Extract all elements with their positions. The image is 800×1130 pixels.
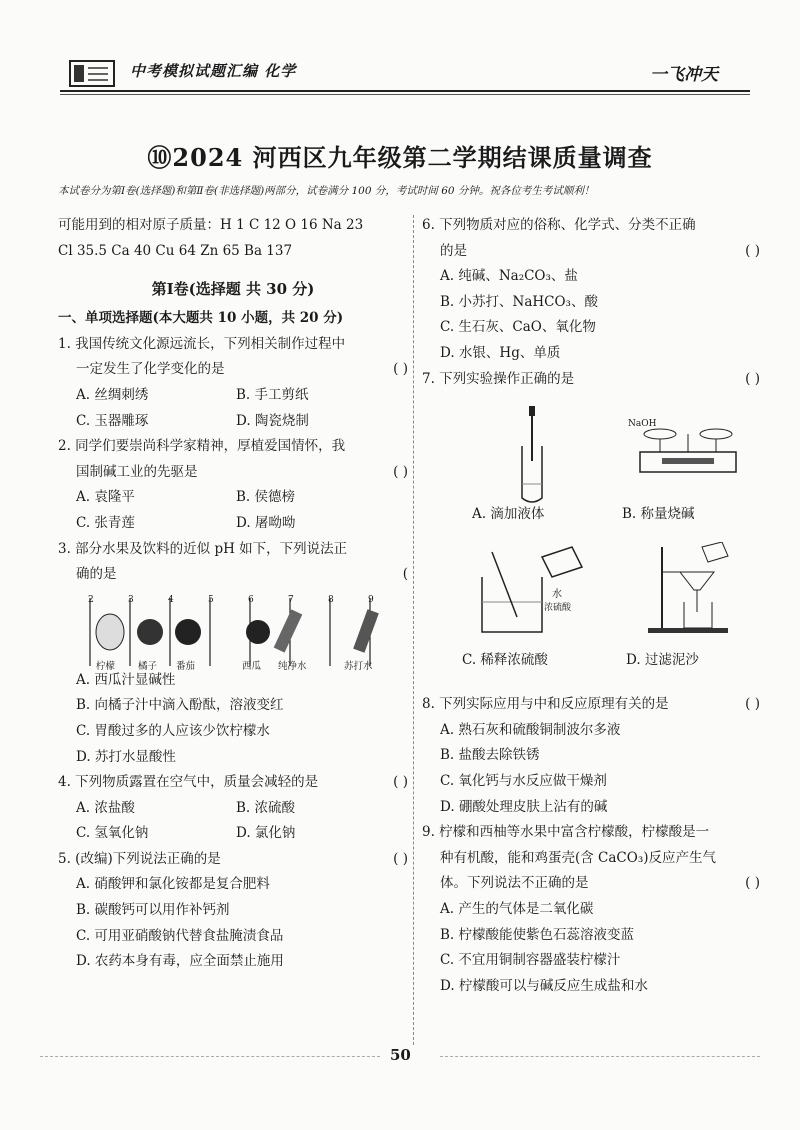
q7-stem: 7. 下列实验操作正确的是 ( ) <box>422 367 760 393</box>
q9-stem: 9. 柠檬和西柚等水果中富含柠檬酸，柠檬酸是一 <box>422 824 710 841</box>
ph-tick: 6 <box>248 594 254 605</box>
ph-tick: 7 <box>288 594 294 605</box>
footer-rule-right <box>440 1056 760 1057</box>
acid-label: 浓硫酸 <box>544 603 572 614</box>
ph-tick: 4 <box>168 594 174 605</box>
section-title: 第Ⅰ卷(选择题 共 30 分) <box>151 280 315 299</box>
q8-option-c: C. 氧化钙与水反应做干燥剂 <box>440 772 607 789</box>
atomic-masses-line1: 可能用到的相对原子质量：H 1 C 12 O 16 Na 23 <box>58 217 364 233</box>
q3-option-a: A. 西瓜汁显碱性 <box>76 671 176 688</box>
right-column <box>422 213 760 999</box>
q5-option-d: D. 农药本身有毒，应全面禁止施用 <box>76 953 284 970</box>
q5-stem: 5. (改编)下列说法正确的是 ( ) <box>58 847 408 873</box>
answer-paren: ( ) <box>393 463 408 480</box>
q7-option-d: D. 过滤泥沙 <box>626 652 699 669</box>
q4-option-b: B. 浓硫酸 <box>236 799 296 816</box>
header-rule-thin <box>60 94 750 95</box>
q4-option-a: A. 浓盐酸 <box>76 799 135 816</box>
brand-logo: 一飞冲天 <box>650 65 718 85</box>
q1-option-c: C. 玉器雕琢 <box>76 412 149 429</box>
dilution-figure <box>472 542 592 637</box>
ph-tick: 3 <box>128 594 134 605</box>
q9-stem-cont2: 体。下列说法不正确的是 ( ) <box>422 871 760 897</box>
q7-figures <box>422 392 760 692</box>
q8-option-a: A. 熟石灰和硫酸铜制波尔多液 <box>440 721 621 738</box>
q3-stem-cont: 确的是 ( <box>58 562 408 588</box>
q2-option-b: B. 侯德榜 <box>236 489 296 506</box>
fruit-label-water: 纯净水 <box>278 660 307 672</box>
q9-stem-cont: 种有机酸，能和鸡蛋壳(含 CaCO₃)反应产生气 <box>440 849 717 866</box>
q9-option-c: C. 不宜用铜制容器盛装柠檬汁 <box>440 952 621 969</box>
q5-option-b: B. 碳酸钙可以用作补钙剂 <box>76 902 230 919</box>
q2-option-d: D. 屠呦呦 <box>236 514 296 531</box>
q4-stem: 4. 下列物质露置在空气中，质量会减轻的是 ( ) <box>58 770 408 796</box>
left-column <box>58 213 408 975</box>
q4-option-c: C. 氢氧化钠 <box>76 825 149 842</box>
answer-paren: ( ) <box>393 774 408 791</box>
q7-option-b: B. 称量烧碱 <box>622 506 695 523</box>
q2-stem: 2. 同学们要崇尚科学家精神，厚植爱国情怀，我 <box>58 438 346 455</box>
fruit-label-orange: 橘子 <box>138 660 158 672</box>
ph-tick: 9 <box>368 594 374 605</box>
answer-paren: ( ) <box>745 696 760 713</box>
footer-rule-left <box>40 1056 380 1057</box>
dropper-figure <box>512 406 552 506</box>
q6-stem: 6. 下列物质对应的俗称、化学式、分类不正确 <box>422 217 696 233</box>
q5-option-c: C. 可用亚硝酸钠代替食盐腌渍食品 <box>76 927 284 944</box>
q1-stem-cont: 一定发生了化学变化的是 ( ) <box>58 357 408 383</box>
q9-option-d: D. 柠檬酸可以与碱反应生成盐和水 <box>440 977 648 994</box>
fruit-label-soda: 苏打水 <box>344 660 373 672</box>
q9-option-b: B. 柠檬酸能使紫色石蕊溶液变蓝 <box>440 926 635 943</box>
header-rule <box>60 90 750 92</box>
answer-paren: ( ) <box>745 242 760 259</box>
ph-figure <box>58 588 408 672</box>
q1-option-a: A. 丝绸刺绣 <box>76 386 149 403</box>
q1-options-cd <box>58 409 408 435</box>
fruit-label-tomato: 番茄 <box>176 660 196 672</box>
series-title: 中考模拟试题汇编 化学 <box>130 62 297 80</box>
q9-option-a: A. 产生的气体是二氧化碳 <box>440 900 594 917</box>
q6-option-d: D. 水银、Hg、单质 <box>440 344 561 361</box>
q4-options-ab <box>58 796 408 822</box>
q4-options-cd <box>58 821 408 847</box>
fruit-label-lemon: 柠檬 <box>96 660 116 672</box>
atomic-masses-line2: Cl 35.5 Ca 40 Cu 64 Zn 65 Ba 137 <box>58 242 293 259</box>
naoh-label: NaOH <box>628 419 657 430</box>
q1-options-ab <box>58 383 408 409</box>
page-number: 50 <box>390 1046 411 1064</box>
q5-option-a: A. 硝酸钾和氯化铵都是复合肥料 <box>76 876 270 893</box>
q1-stem: 1. 我国传统文化源远流长，下列相关制作过程中 <box>58 335 346 352</box>
q8-option-b: B. 盐酸去除铁锈 <box>440 747 540 764</box>
q1-option-d: D. 陶瓷烧制 <box>236 412 309 429</box>
q3-option-d: D. 苏打水显酸性 <box>76 748 176 765</box>
q6-option-a: A. 纯碱、Na₂CO₃、盐 <box>440 268 578 285</box>
book-series-icon <box>68 58 116 88</box>
answer-paren: ( <box>402 566 408 583</box>
q8-stem: 8. 下列实际应用与中和反应原理有关的是 ( ) <box>422 692 760 718</box>
answer-paren: ( ) <box>745 370 760 387</box>
ph-tick: 8 <box>328 594 334 605</box>
q7-option-a: A. 滴加液体 <box>472 506 545 523</box>
ph-tick: 5 <box>208 594 214 605</box>
q3-option-c: C. 胃酸过多的人应该少饮柠檬水 <box>76 722 270 739</box>
q2-options-ab <box>58 485 408 511</box>
q6-option-c: C. 生石灰、CaO、氧化物 <box>440 319 596 336</box>
q6-option-b: B. 小苏打、NaHCO₃、酸 <box>440 293 598 310</box>
q2-options-cd <box>58 511 408 537</box>
answer-paren: ( ) <box>393 850 408 867</box>
column-divider <box>413 215 414 1045</box>
q7-option-c: C. 稀释浓硫酸 <box>462 652 548 669</box>
filtration-figure <box>642 542 732 637</box>
ph-tick: 2 <box>88 594 94 605</box>
fruit-label-watermelon: 西瓜 <box>242 660 262 672</box>
q8-option-d: D. 硼酸处理皮肤上沾有的碱 <box>440 798 608 815</box>
q4-option-d: D. 氯化钠 <box>236 825 296 842</box>
q3-option-b: B. 向橘子汁中滴入酚酞，溶液变红 <box>76 697 284 714</box>
q6-stem-cont: 的是 ( ) <box>422 239 760 265</box>
water-label: 水 <box>552 589 562 601</box>
exam-title: ⑩2024 河西区九年级第二学期结课质量调查 <box>147 143 653 172</box>
q2-stem-cont: 国制碱工业的先驱是 ( ) <box>58 460 408 486</box>
q3-stem: 3. 部分水果及饮料的近似 pH 如下，下列说法正 <box>58 540 348 557</box>
answer-paren: ( ) <box>745 875 760 892</box>
exam-instructions: 本试卷分为第Ⅰ卷(选择题)和第Ⅱ卷(非选择题)两部分，试卷满分 100 分，考试时间 60 分钟。祝各位考生考试顺利！ <box>58 185 595 197</box>
q1-option-b: B. 手工剪纸 <box>236 386 309 403</box>
part-heading: 一、单项选择题(本大题共 10 小题，共 20 分) <box>58 310 344 327</box>
q2-option-c: C. 张青莲 <box>76 514 135 531</box>
answer-paren: ( ) <box>393 361 408 378</box>
q2-option-a: A. 袁隆平 <box>76 489 135 506</box>
